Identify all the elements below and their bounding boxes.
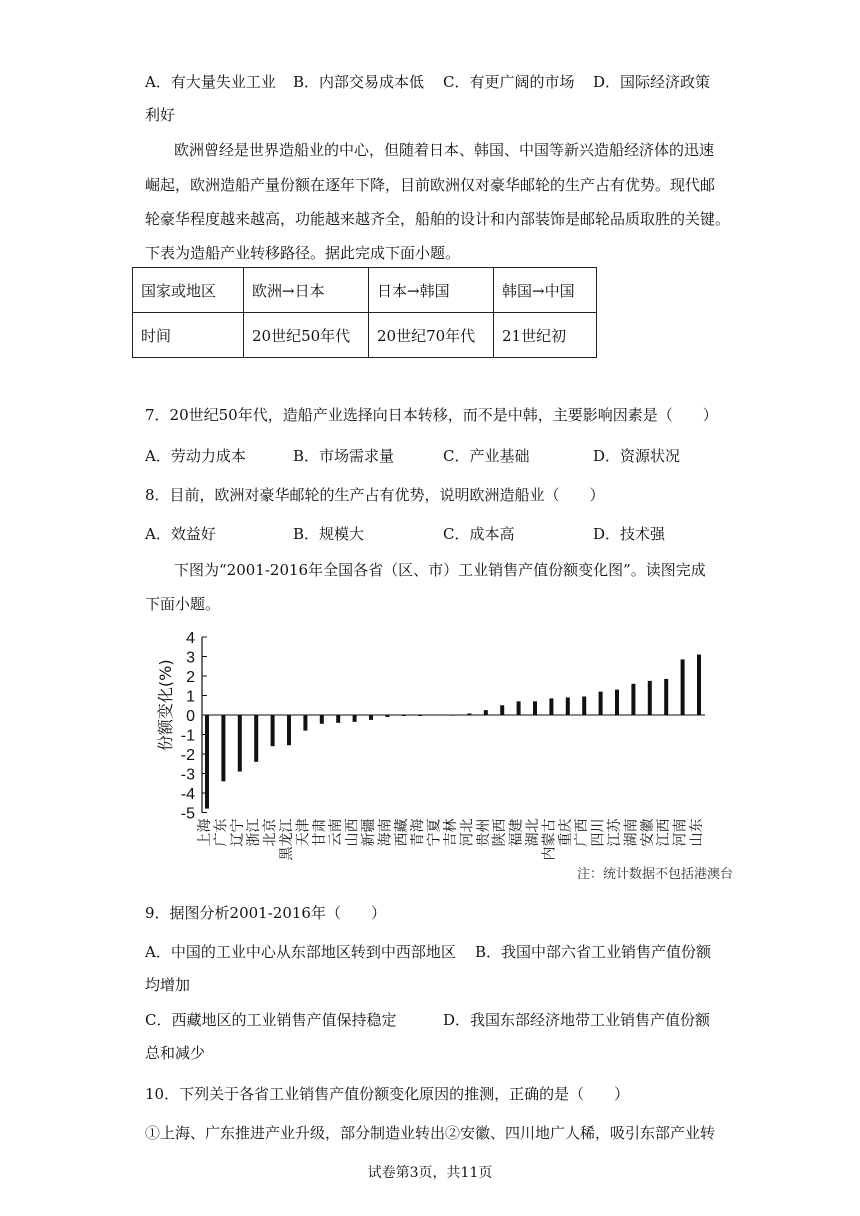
bar bbox=[615, 690, 619, 715]
chart-note: 注：统计数据不包括港澳台 bbox=[576, 867, 733, 882]
y-tick-label: 3 bbox=[186, 649, 195, 667]
passage1-line1: 欧洲曾经是世界造船业的中心，但随着日本、韩国、中国等新兴造船经济体的迅速 bbox=[174, 141, 715, 159]
category-label: 四川 bbox=[590, 818, 607, 847]
q8-stem: 8．目前，欧洲对豪华邮轮的生产占有优势，说明欧洲造船业（ ） bbox=[145, 486, 605, 504]
table-cell: 21世纪初 bbox=[494, 313, 597, 358]
category-label: 海南 bbox=[377, 818, 394, 847]
table-cell: 20世纪50年代 bbox=[244, 313, 369, 358]
y-tick-label: -3 bbox=[180, 766, 195, 784]
bar bbox=[664, 679, 668, 715]
category-label: 青海 bbox=[410, 818, 427, 847]
category-label: 内蒙古 bbox=[541, 818, 558, 861]
category-label: 山西 bbox=[344, 818, 361, 847]
category-label: 湖北 bbox=[525, 818, 541, 847]
category-label: 山东 bbox=[689, 818, 705, 847]
bar bbox=[303, 715, 307, 731]
table-cell: 韩国→中国 bbox=[494, 268, 597, 313]
page-footer: 试卷第3页，共11页 bbox=[367, 1165, 493, 1181]
bar bbox=[271, 715, 275, 746]
category-label: 重庆 bbox=[557, 818, 574, 847]
q9-option-b[interactable]: B．我国中部六省工业销售产值份额 bbox=[475, 943, 712, 961]
passage2-line2: 下面小题。 bbox=[145, 595, 221, 613]
bar bbox=[648, 681, 652, 715]
q10-stem: 10．下列关于各省工业销售产值份额变化原因的推测，正确的是（ ） bbox=[145, 1085, 630, 1103]
y-tick-label: -5 bbox=[180, 805, 195, 823]
q6-option-d-continued: 利好 bbox=[145, 106, 176, 124]
category-label: 辽宁 bbox=[229, 818, 246, 847]
q7-stem: 7．20世纪50年代，造船产业选择向日本转移，而不是中韩，主要影响因素是（ ） bbox=[145, 406, 718, 424]
passage2-line1: 下图为“2001-2016年全国各省（区、市）工业销售产值份额变化图”。读图完成 bbox=[174, 561, 706, 579]
category-label: 云南 bbox=[328, 818, 345, 847]
bar bbox=[533, 701, 537, 715]
passage1-line4: 下表为造船产业转移路径。据此完成下面小题。 bbox=[145, 244, 461, 262]
q7-option-d[interactable]: D．资源状况 bbox=[593, 447, 681, 465]
passage1-line3: 轮豪华程度越来越高，功能越来越齐全，船舶的设计和内部装饰是邮轮品质取胜的关键。 bbox=[145, 210, 731, 228]
bar bbox=[582, 696, 586, 715]
q6-option-c[interactable]: C．有更广阔的市场 bbox=[443, 73, 575, 91]
q7-option-b[interactable]: B．市场需求量 bbox=[293, 447, 395, 465]
y-tick-label: 1 bbox=[186, 688, 195, 706]
q8-option-d[interactable]: D．技术强 bbox=[593, 525, 666, 543]
bar bbox=[451, 715, 455, 716]
y-tick-label: -2 bbox=[180, 747, 195, 764]
category-label: 西藏 bbox=[393, 818, 410, 847]
category-label: 新疆 bbox=[361, 818, 377, 847]
category-label: 北京 bbox=[262, 818, 279, 847]
table-cell: 欧洲→日本 bbox=[244, 268, 369, 313]
category-label: 浙江 bbox=[246, 818, 263, 847]
q8-option-a[interactable]: A．效益好 bbox=[145, 525, 216, 543]
industrial-share-bar-chart bbox=[156, 628, 745, 888]
q8-option-c[interactable]: C．成本高 bbox=[443, 525, 515, 543]
bar bbox=[353, 715, 357, 722]
bar bbox=[467, 713, 471, 715]
table-row bbox=[133, 313, 597, 358]
bar bbox=[205, 715, 209, 809]
y-tick-label: -1 bbox=[180, 727, 195, 745]
table-cell: 时间 bbox=[133, 313, 244, 358]
category-label: 甘肃 bbox=[311, 818, 328, 847]
bar bbox=[631, 684, 635, 715]
q6-option-b[interactable]: B．内部交易成本低 bbox=[293, 73, 425, 91]
bar bbox=[254, 715, 258, 762]
category-label: 天津 bbox=[295, 818, 312, 847]
bar bbox=[599, 692, 603, 715]
category-label: 广东 bbox=[213, 818, 230, 847]
q7-option-a[interactable]: A．劳动力成本 bbox=[145, 447, 246, 465]
bar bbox=[336, 715, 340, 723]
category-label: 江西 bbox=[656, 818, 673, 847]
bar bbox=[320, 715, 324, 724]
q6-option-d[interactable]: D．国际经济政策 bbox=[593, 73, 711, 91]
passage1-line2: 崛起，欧洲造船产量份额在逐年下降，目前欧洲仅对豪华邮轮的生产占有优势。现代邮 bbox=[145, 176, 716, 194]
q9-option-a[interactable]: A．中国的工业中心从东部地区转到中西部地区 bbox=[145, 943, 456, 961]
y-axis-label: 份额变化(%) bbox=[156, 659, 175, 752]
bar bbox=[697, 655, 701, 715]
bar bbox=[221, 715, 225, 781]
category-label: 福建 bbox=[508, 818, 525, 847]
bar bbox=[369, 715, 373, 720]
category-label: 江苏 bbox=[607, 818, 623, 847]
category-label: 陕西 bbox=[492, 818, 509, 847]
table-cell: 国家或地区 bbox=[133, 268, 244, 313]
bar bbox=[500, 705, 504, 715]
y-tick-label: 4 bbox=[186, 630, 195, 647]
q8-option-b[interactable]: B．规模大 bbox=[293, 525, 365, 543]
q7-option-c[interactable]: C．产业基础 bbox=[443, 447, 530, 465]
bar bbox=[402, 715, 406, 716]
q6-option-a[interactable]: A．有大量失业工业 bbox=[145, 73, 276, 91]
q9-option-d-continued: 总和减少 bbox=[145, 1044, 206, 1062]
bar bbox=[566, 697, 570, 715]
q9-option-d[interactable]: D．我国东部经济地带工业销售产值份额 bbox=[443, 1011, 711, 1029]
bar bbox=[238, 715, 242, 772]
category-label: 河北 bbox=[459, 818, 476, 847]
q9-option-b-continued: 均增加 bbox=[145, 976, 191, 994]
bar bbox=[549, 698, 553, 715]
y-tick-label: -4 bbox=[180, 786, 195, 803]
bar bbox=[418, 715, 422, 716]
table-cell: 日本→韩国 bbox=[369, 268, 494, 313]
bar bbox=[287, 715, 291, 745]
category-label: 贵州 bbox=[475, 818, 492, 847]
category-label: 上海 bbox=[197, 818, 213, 847]
q9-option-c[interactable]: C．西藏地区的工业销售产值保持稳定 bbox=[145, 1011, 397, 1029]
bar bbox=[385, 715, 389, 717]
category-label: 河南 bbox=[672, 818, 689, 847]
bar bbox=[517, 701, 521, 715]
category-label: 湖南 bbox=[623, 818, 640, 847]
y-tick-label: 2 bbox=[186, 669, 195, 686]
category-label: 广西 bbox=[574, 818, 591, 847]
y-tick-label: 0 bbox=[186, 708, 195, 725]
q9-stem: 9．据图分析2001-2016年（ ） bbox=[145, 904, 386, 922]
category-label: 宁夏 bbox=[426, 818, 443, 847]
q10-statement-line1: ①上海、广东推进产业升级，部分制造业转出②安徽、四川地广人稀，吸引东部产业转 bbox=[145, 1124, 716, 1142]
bar bbox=[484, 710, 488, 715]
bar bbox=[681, 659, 685, 715]
table-cell: 20世纪70年代 bbox=[369, 313, 494, 358]
table-row bbox=[133, 268, 597, 313]
category-label: 黑龙江 bbox=[279, 818, 295, 861]
shipbuilding-route-table bbox=[132, 267, 597, 358]
category-label: 吉林 bbox=[443, 818, 459, 847]
category-label: 安徽 bbox=[639, 818, 656, 847]
